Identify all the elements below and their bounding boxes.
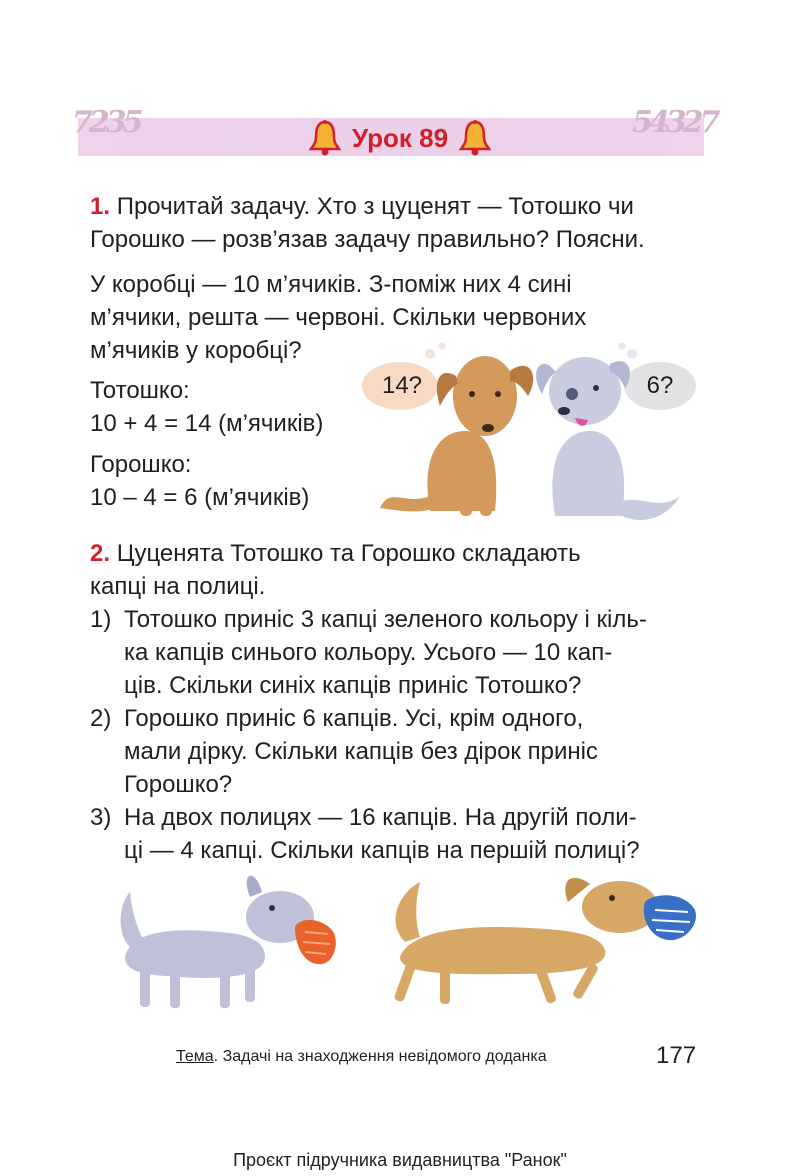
task2-items — [90, 603, 696, 867]
item-line: мали дірку. Скільки капців без дірок приніс — [124, 738, 598, 765]
horoshko-solution: 10 – 4 = 6 (м’ячиків) — [90, 484, 310, 511]
decorative-digits-right: 54327 — [632, 105, 717, 140]
bubble-right-text: 6? — [646, 372, 674, 399]
task1-prompt-line1: Прочитай задачу. Хто з цуценят — Тотошко чи — [116, 193, 634, 220]
page-number: 177 — [656, 1042, 697, 1069]
totoshko-label: Тотошко: — [90, 377, 190, 404]
task2-intro-line1: Цуценята Тотошко та Горошко складають — [116, 540, 581, 567]
puppies-slippers-illustration — [100, 862, 700, 1022]
task1-number: 1. — [90, 193, 111, 220]
footer-topic — [176, 1048, 547, 1066]
item-line: ка капців синього кольору. Усього — 10 кап- — [124, 639, 613, 666]
task1-prompt-line2: Горошко — розв’язав задачу правильно? Поясни. — [90, 226, 645, 253]
lesson-title: Урок 89 — [351, 122, 449, 153]
publisher-note: Проєкт підручника видавництва "Ранок" — [233, 1150, 567, 1170]
footer-topic-label: Тема — [176, 1048, 214, 1065]
totoshko-solution: 10 + 4 = 14 (м’ячиків) — [90, 410, 324, 437]
task2-intro — [90, 537, 696, 603]
task1-problem-line2: м’ячики, решта — червоні. Скільки червоних — [90, 304, 587, 331]
item-line: ці — 4 капці. Скільки капців на першій полиці? — [124, 837, 640, 864]
bell-icon — [458, 119, 492, 157]
item-number: 1) — [90, 606, 112, 633]
item-line: На двох полицях — 16 капців. На другій поли- — [124, 804, 637, 831]
list-item — [90, 801, 696, 867]
task1-problem-line3: м’ячиків у коробці? — [90, 337, 302, 364]
task2-number: 2. — [90, 540, 111, 567]
item-line: Тотошко приніс 3 капці зеленого кольору і кіль- — [124, 606, 647, 633]
bell-icon — [308, 119, 342, 157]
list-item — [90, 702, 696, 801]
footer-topic-text: . Задачі на знаходження невідомого доданка — [213, 1048, 547, 1065]
item-line: Горошко? — [124, 771, 233, 798]
task2-intro-line2: капці на полиці. — [90, 573, 266, 600]
horoshko-label: Горошко: — [90, 451, 192, 478]
list-item — [90, 603, 696, 702]
bubble-left-text: 14? — [381, 372, 423, 399]
item-line: Горошко приніс 6 капців. Усі, крім одного, — [124, 705, 584, 732]
task1-prompt — [90, 190, 696, 256]
item-number: 2) — [90, 705, 112, 732]
item-line: ців. Скільки синіх капців приніс Тотошко? — [124, 672, 582, 699]
puppies-illustration — [360, 336, 700, 532]
decorative-digits-left: 7235 — [72, 105, 140, 140]
lesson-title-row — [0, 118, 800, 158]
item-number: 3) — [90, 804, 112, 831]
task1-problem-line1: У коробці — 10 м’ячиків. З-поміж них 4 сині — [90, 271, 572, 298]
